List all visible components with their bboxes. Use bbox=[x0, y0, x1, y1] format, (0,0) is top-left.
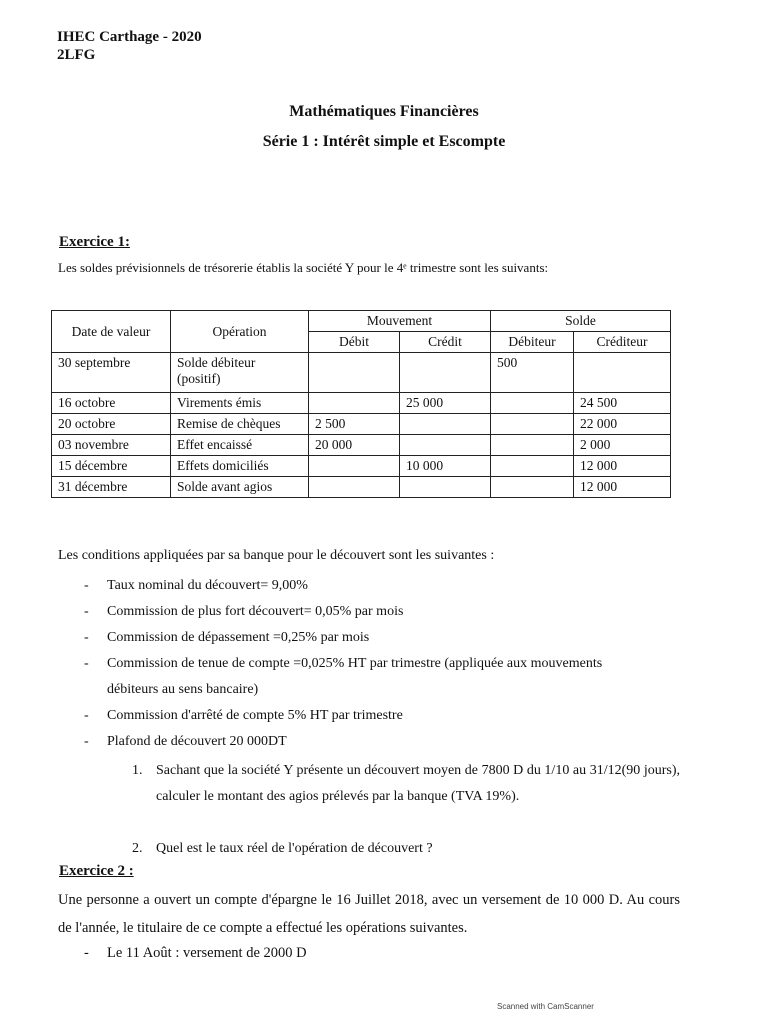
exercise-2-intro: Une personne a ouvert un compte d'épargne le 16 Juillet 2018, avec un versement de 10 000 D. Au cours de l'année, le titulaire de ce compte a effectué les opérations suivantes. bbox=[58, 892, 680, 936]
cell-debit bbox=[309, 456, 400, 477]
list-item: - Le 11 Août : versement de 2000 D bbox=[84, 940, 307, 966]
cell-crediteur bbox=[574, 353, 671, 393]
cell-date: 03 novembre bbox=[52, 435, 171, 456]
cell-operation: Effet encaissé bbox=[171, 435, 309, 456]
header-crediteur: Créditeur bbox=[574, 332, 671, 353]
cell-operation: Effets domiciliés bbox=[171, 456, 309, 477]
question-text: Quel est le taux réel de l'opération de découvert ? bbox=[156, 841, 433, 856]
cell-operation: Virements émis bbox=[171, 393, 309, 414]
list-item: - Taux nominal du découvert= 9,00% bbox=[84, 573, 627, 599]
cell-debiteur bbox=[491, 435, 574, 456]
cell-debiteur bbox=[491, 393, 574, 414]
cell-date: 20 octobre bbox=[52, 414, 171, 435]
cell-debit: 20 000 bbox=[309, 435, 400, 456]
conditions-intro: Les conditions appliquées par sa banque pour le découvert sont les suivantes : bbox=[58, 548, 495, 563]
cell-debit bbox=[309, 477, 400, 498]
conditions-list bbox=[84, 573, 627, 755]
cell-debit bbox=[309, 393, 400, 414]
list-item: - Commission de dépassement =0,25% par mois bbox=[84, 625, 627, 651]
header-institution: IHEC Carthage - 2020 bbox=[57, 29, 202, 45]
scan-watermark: Scanned with CamScanner bbox=[497, 1002, 594, 1011]
table-row bbox=[52, 353, 671, 393]
question-text: Sachant que la société Y présente un découvert moyen de 7800 D du 1/10 au 31/12(90 jours), calculer le montant des agios prélevés par la banque (TVA 19%). bbox=[156, 763, 680, 804]
header-date: Date de valeur bbox=[52, 311, 171, 353]
header-solde: Solde bbox=[491, 311, 671, 332]
header-operation: Opération bbox=[171, 311, 309, 353]
list-item: - Commission de tenue de compte =0,025% HT par trimestre (appliquée aux mouvements débiteurs au sens bancaire) bbox=[84, 651, 607, 703]
header-class: 2LFG bbox=[57, 47, 96, 63]
cell-debiteur bbox=[491, 414, 574, 435]
cell-date: 15 décembre bbox=[52, 456, 171, 477]
cell-crediteur: 12 000 bbox=[574, 456, 671, 477]
exercise-1-intro: Les soldes prévisionnels de trésorerie établis la société Y pour le 4ᵉ trimestre sont les suivants: bbox=[58, 260, 549, 275]
question-1 bbox=[132, 758, 680, 810]
question-number: 2. bbox=[132, 841, 143, 856]
header-credit: Crédit bbox=[400, 332, 491, 353]
cell-crediteur: 2 000 bbox=[574, 435, 671, 456]
page-title: Mathématiques Financières bbox=[289, 103, 479, 120]
cell-operation: Remise de chèques bbox=[171, 414, 309, 435]
cell-credit: 25 000 bbox=[400, 393, 491, 414]
cell-credit bbox=[400, 353, 491, 393]
document-header bbox=[57, 28, 202, 64]
cell-date: 30 septembre bbox=[52, 353, 171, 393]
cell-crediteur: 22 000 bbox=[574, 414, 671, 435]
exercise-2-title: Exercice 2 : bbox=[59, 863, 134, 879]
cell-debiteur bbox=[491, 477, 574, 498]
table-header-row bbox=[52, 311, 671, 332]
exercise-1-title: Exercice 1: bbox=[59, 234, 130, 250]
table-row bbox=[52, 477, 671, 498]
cell-credit bbox=[400, 435, 491, 456]
header-debiteur: Débiteur bbox=[491, 332, 574, 353]
cell-credit: 10 000 bbox=[400, 456, 491, 477]
exercise-2-list bbox=[84, 940, 307, 966]
page-subtitle: Série 1 : Intérêt simple et Escompte bbox=[262, 133, 506, 150]
list-item: - Plafond de découvert 20 000DT bbox=[84, 729, 627, 755]
table-row bbox=[52, 414, 671, 435]
cell-date: 16 octobre bbox=[52, 393, 171, 414]
table-row bbox=[52, 456, 671, 477]
cell-crediteur: 24 500 bbox=[574, 393, 671, 414]
list-item: - Commission d'arrêté de compte 5% HT par trimestre bbox=[84, 703, 627, 729]
treasury-table bbox=[51, 310, 671, 498]
header-mouvement: Mouvement bbox=[309, 311, 491, 332]
list-item: - Commission de plus fort découvert= 0,05% par mois bbox=[84, 599, 627, 625]
table-row bbox=[52, 435, 671, 456]
cell-crediteur: 12 000 bbox=[574, 477, 671, 498]
cell-operation: Solde avant agios bbox=[171, 477, 309, 498]
cell-debit: 2 500 bbox=[309, 414, 400, 435]
cell-debiteur bbox=[491, 456, 574, 477]
header-debit: Débit bbox=[309, 332, 400, 353]
cell-date: 31 décembre bbox=[52, 477, 171, 498]
question-number: 1. bbox=[132, 763, 143, 778]
cell-credit bbox=[400, 414, 491, 435]
cell-debiteur: 500 bbox=[491, 353, 574, 393]
question-2 bbox=[132, 836, 680, 862]
cell-operation: Solde débiteur (positif) bbox=[171, 353, 309, 393]
cell-credit bbox=[400, 477, 491, 498]
cell-debit bbox=[309, 353, 400, 393]
table-row bbox=[52, 393, 671, 414]
